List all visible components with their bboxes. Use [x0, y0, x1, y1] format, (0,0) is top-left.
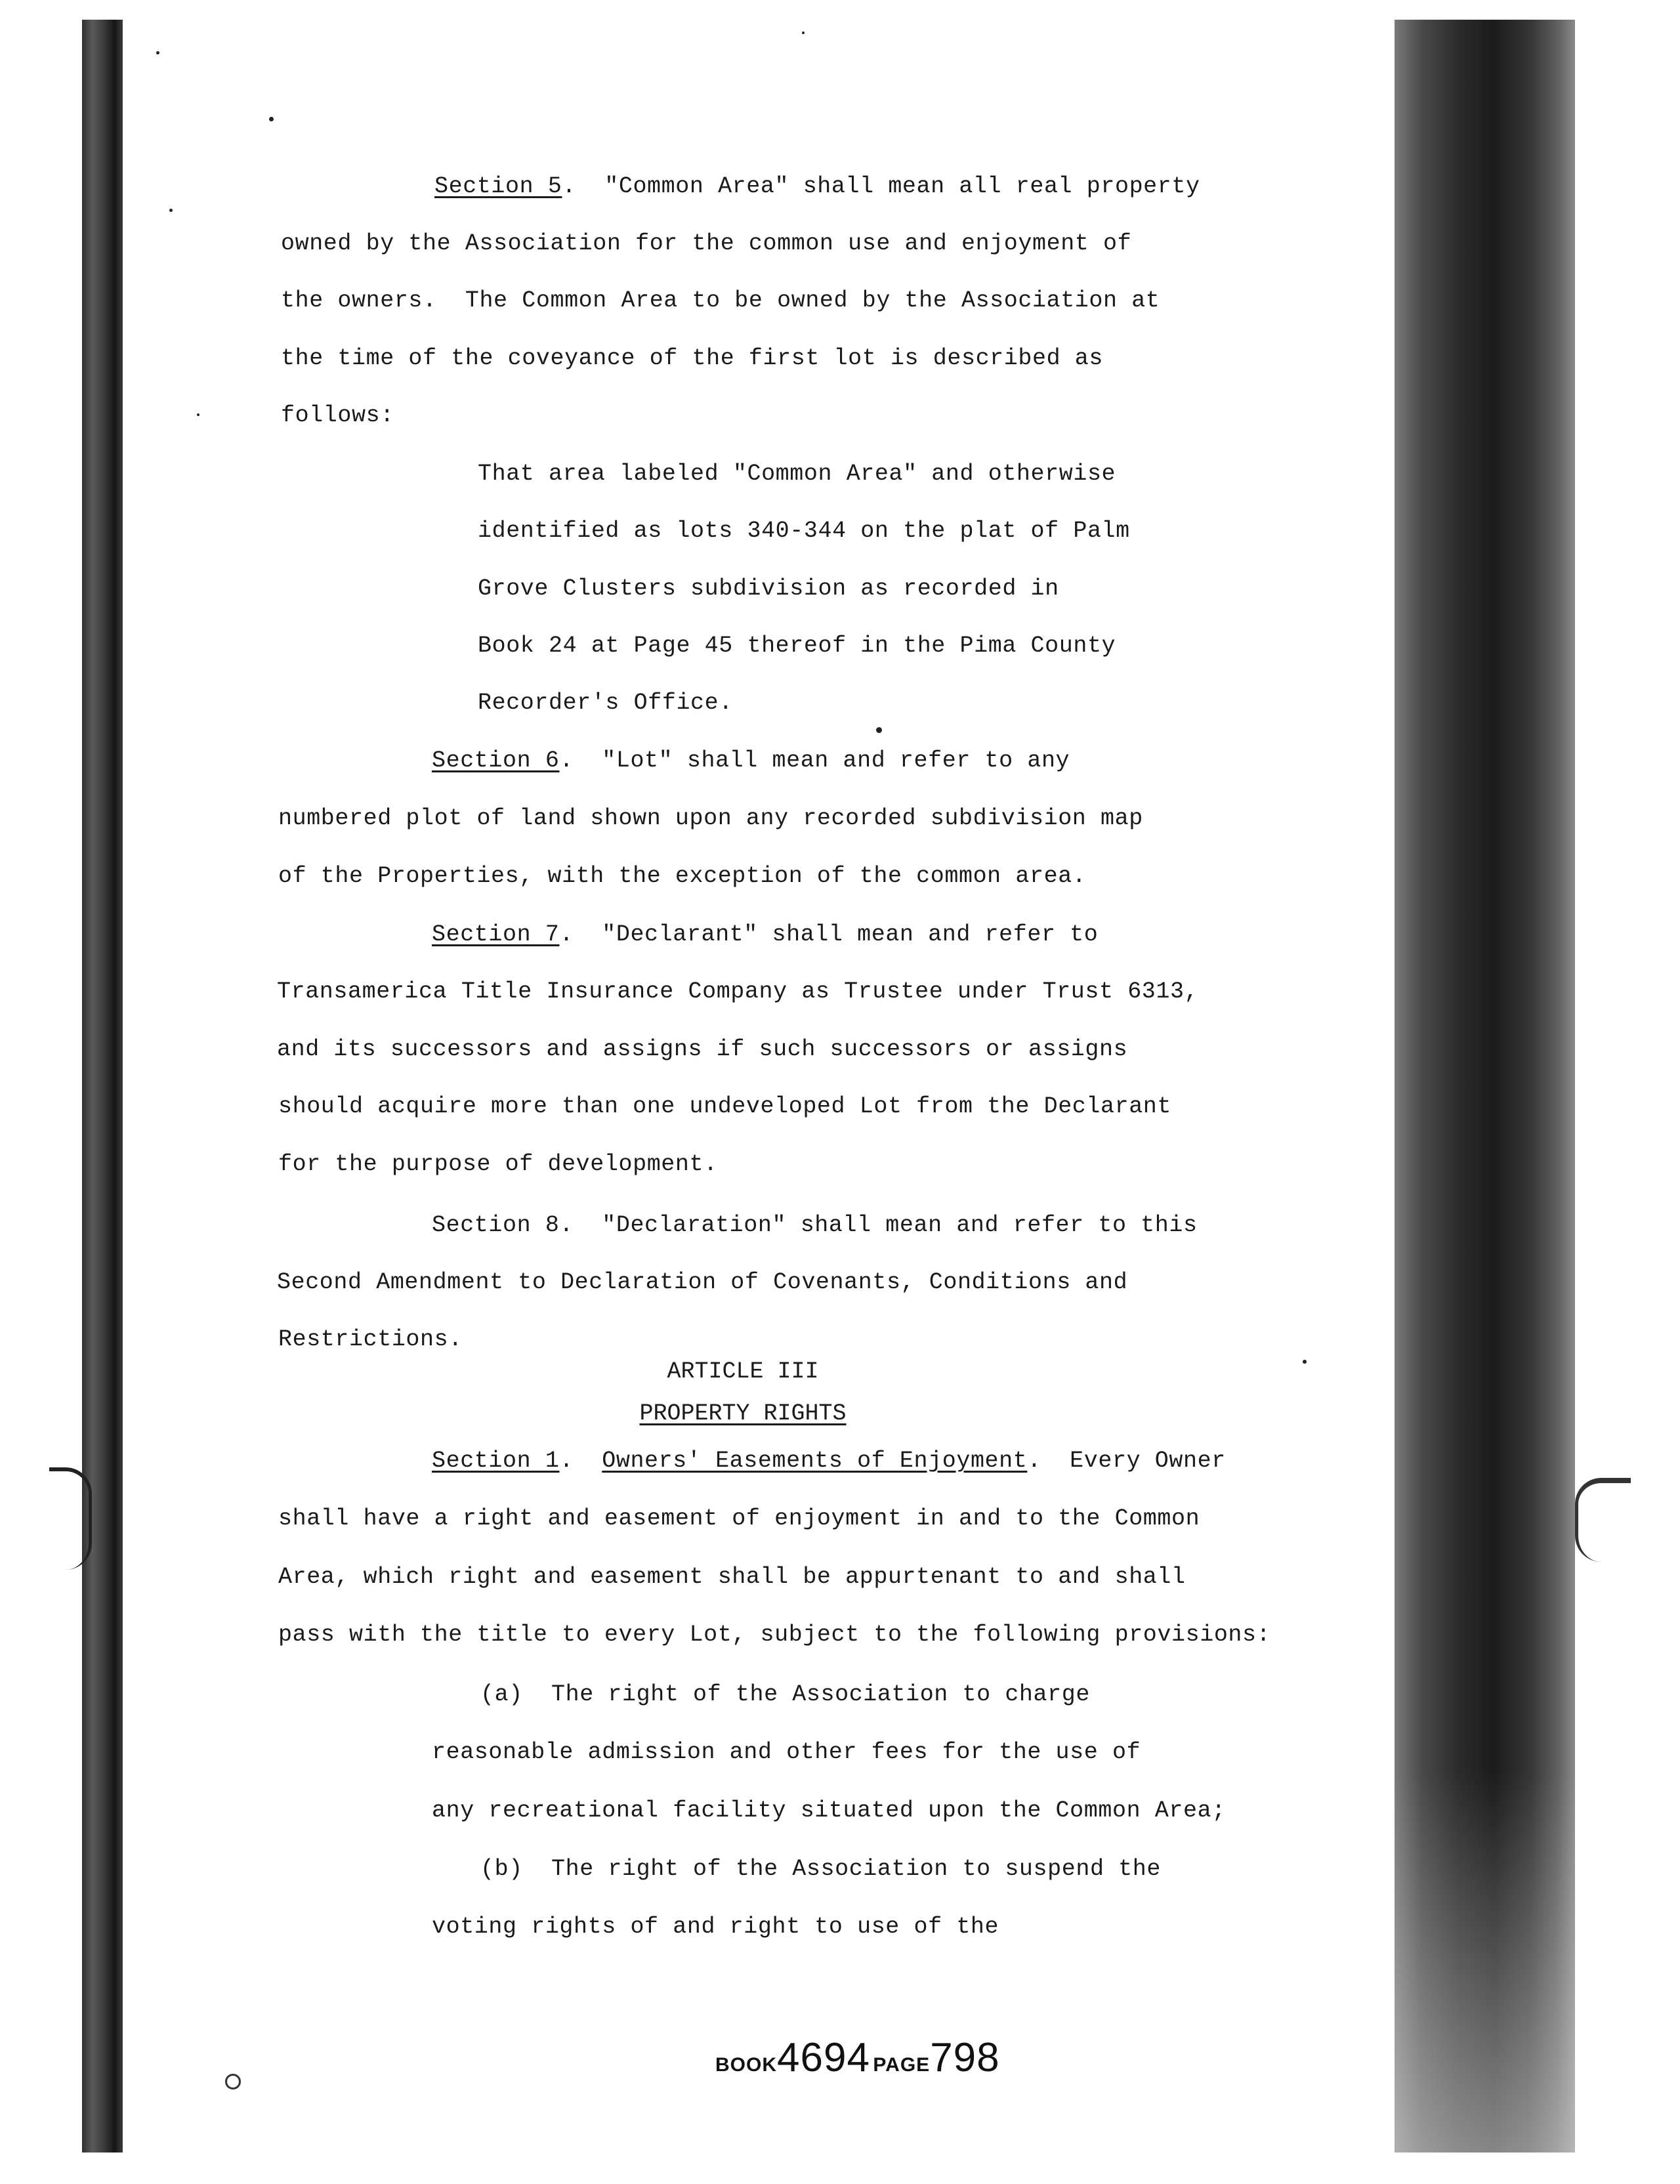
sec5-line-4: the time of the coveyance of the first lot is described as	[281, 345, 1103, 371]
provision-a-line-1: (a) The right of the Association to charge	[480, 1681, 1090, 1708]
scan-speck	[169, 209, 173, 212]
sec5-heading: Section 5	[434, 173, 562, 200]
scan-speck	[1303, 1360, 1307, 1364]
provision-b-line-2: voting rights of and right to use of the	[432, 1914, 999, 1940]
binder-tab-left	[49, 1467, 92, 1570]
sec6-heading: Section 6	[432, 747, 560, 774]
sec5-line-5: follows:	[281, 402, 394, 429]
sec7-heading: Section 7	[432, 921, 560, 948]
common-area-description-line: That area labeled "Common Area" and otherwise	[478, 461, 1116, 487]
sec6-line-2: numbered plot of land shown upon any recorded subdivision map	[278, 805, 1143, 831]
sec8-line-1: Section 8. "Declaration" shall mean and refer to this	[432, 1212, 1198, 1238]
art3-sec1-line-2: shall have a right and easement of enjoyment in and to the Common	[278, 1505, 1200, 1532]
scan-edge-right-fade	[1395, 1772, 1575, 2152]
art3-sec1-line-4: pass with the title to every Lot, subject to the following provisions:	[278, 1622, 1271, 1648]
article-title: PROPERTY RIGHTS	[639, 1400, 847, 1427]
sec5-line-3: the owners. The Common Area to be owned by the Association at	[281, 287, 1160, 314]
common-area-description-line: Recorder's Office.	[478, 690, 733, 716]
sec7-line-1-text: . "Declarant" shall mean and refer to	[559, 921, 1099, 948]
sec5-line-1-text: . "Common Area" shall mean all real property	[562, 173, 1200, 200]
sec7-line-1	[432, 920, 1098, 949]
book-label: BOOK	[715, 2054, 777, 2076]
sec6-line-3: of the Properties, with the exception of the common area.	[278, 863, 1087, 889]
article-number: ARTICLE III	[667, 1358, 819, 1385]
common-area-description-line: Grove Clusters subdivision as recorded in	[478, 576, 1059, 602]
sec7-line-4: should acquire more than one undeveloped Lot from the Declarant	[278, 1093, 1172, 1120]
art3-sec1-line-3: Area, which right and easement shall be appurtenant to and shall	[278, 1564, 1186, 1590]
scan-speck	[269, 117, 274, 121]
art3-sec1-line-1-text: . Every Owner	[1027, 1448, 1226, 1474]
art3-sec1-dot: .	[559, 1448, 602, 1474]
scan-edge-left	[82, 20, 123, 2152]
sec8-line-3: Restrictions.	[278, 1326, 463, 1353]
scan-speck	[156, 51, 159, 54]
sec6-line-1-text: . "Lot" shall mean and refer to any	[559, 747, 1070, 774]
provision-a-line-3: any recreational facility situated upon the Common Area;	[432, 1797, 1226, 1824]
common-area-description-line: Book 24 at Page 45 thereof in the Pima County	[478, 633, 1116, 659]
provision-b-line-1: (b) The right of the Association to suspend the	[480, 1856, 1161, 1882]
art3-sec1-subheading: Owners' Easements of Enjoyment	[602, 1448, 1028, 1474]
art3-sec1-line-1	[432, 1446, 1226, 1475]
book-number: 4694	[777, 2035, 870, 2080]
sec5-line-1	[434, 172, 1200, 201]
sec6-line-1	[432, 746, 1070, 775]
art3-sec1-heading: Section 1	[432, 1448, 560, 1474]
provision-a-line-2: reasonable admission and other fees for the use of	[432, 1739, 1141, 1765]
scan-speck	[197, 413, 200, 416]
binder-tab-right	[1575, 1478, 1631, 1562]
recording-stamp	[715, 2034, 1000, 2081]
scan-speck	[802, 32, 805, 34]
sec7-line-3: and its successors and assigns if such successors or assigns	[277, 1036, 1128, 1062]
page-number: 798	[930, 2035, 1000, 2080]
sec7-line-2: Transamerica Title Insurance Company as Trustee under Trust 6313,	[277, 978, 1199, 1005]
scan-speck	[876, 727, 882, 733]
hole-punch-mark	[225, 2074, 241, 2090]
page-label: PAGE	[873, 2054, 931, 2076]
sec7-line-5: for the purpose of development.	[278, 1151, 718, 1177]
sec8-line-2: Second Amendment to Declaration of Covenants, Conditions and	[277, 1269, 1128, 1295]
sec5-line-2: owned by the Association for the common use and enjoyment of	[281, 230, 1132, 257]
common-area-description-line: identified as lots 340-344 on the plat of Palm	[478, 518, 1130, 544]
